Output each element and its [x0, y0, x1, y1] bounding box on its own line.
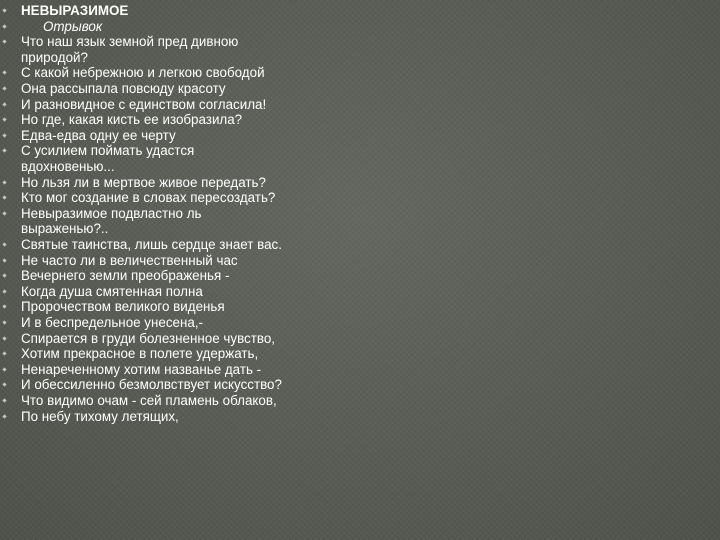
poem-line — [0, 97, 355, 112]
poem-line-text: Но где, какая кисть ее изобразила? — [21, 112, 243, 128]
poem-line — [0, 377, 355, 392]
poem-subtitle: Отрывок — [43, 18, 103, 34]
poem-line-text: Не часто ли в величественный час — [21, 252, 238, 268]
poem-line — [0, 112, 355, 127]
poem-line-text: Вечернего земли преображенья - — [21, 268, 230, 284]
poem-line-text: И разновидное с единством согласила! — [21, 96, 267, 112]
bullet-icon — [2, 320, 6, 324]
poem-line-text: С усилием поймать удастся — [21, 143, 195, 159]
poem-line-text: Что наш язык земной пред дивною — [21, 34, 239, 50]
bullet-icon — [2, 149, 6, 153]
poem-line — [0, 315, 355, 330]
poem-title: НЕВЫРАЗИМОЕ — [21, 3, 129, 18]
poem-line — [0, 268, 355, 283]
bullet-icon — [2, 102, 6, 106]
bullet-icon — [2, 274, 6, 278]
poem-line-text: Что видимо очам - сей пламень облаков, — [21, 393, 277, 408]
poem-line-text: Она рассыпала повсюду красоту — [21, 81, 226, 96]
poem-line-text: По небу тихому летящих, — [21, 408, 179, 424]
poem-line-text: вдохновенью... — [21, 159, 115, 174]
poem-line — [0, 143, 355, 158]
bullet-icon — [2, 196, 6, 200]
poem-line — [0, 393, 355, 408]
poem-line-text: природой? — [21, 49, 88, 65]
poem-line-text: Когда душа смятенная полна — [21, 283, 203, 299]
poem-line — [0, 65, 355, 80]
poem-line-text: И в беспредельное унесена,- — [21, 315, 204, 330]
bullet-icon — [2, 24, 6, 28]
poem-line-text: Спирается в груди болезненное чувство, — [21, 330, 275, 346]
bullet-icon — [2, 289, 6, 293]
poem-line — [0, 190, 355, 205]
poem-line — [0, 206, 355, 221]
bullet-icon — [2, 367, 6, 371]
poem-line — [0, 409, 355, 424]
bullet-icon — [2, 8, 6, 12]
poem-line — [0, 34, 355, 49]
poem-line-text: Невыразимое подвластно ль — [21, 205, 202, 221]
bullet-icon — [2, 352, 6, 356]
poem-line — [0, 50, 355, 65]
poem-line — [0, 221, 355, 236]
poem-line-text: И обессиленно безмолвствует искусство? — [21, 377, 282, 393]
bullet-icon — [2, 242, 6, 246]
bullet-icon — [2, 258, 6, 262]
poem-line — [0, 237, 355, 252]
poem-line-text: Но льзя ли в мертвое живое передать? — [21, 174, 266, 190]
poem-line — [0, 81, 355, 96]
bullet-icon — [2, 414, 6, 418]
poem-line — [0, 128, 355, 143]
poem-line-text: Хотим прекрасное в полете удержать, — [21, 346, 259, 362]
bullet-icon — [2, 336, 6, 340]
poem-line — [0, 299, 355, 314]
bullet-icon — [2, 383, 6, 387]
poem-line — [0, 362, 355, 377]
bullet-icon — [2, 398, 6, 402]
poem-line-text: Ненареченному хотим названье дать - — [21, 361, 262, 377]
bullet-icon — [2, 118, 6, 122]
bullet-icon — [2, 71, 6, 75]
bullet-icon — [2, 40, 6, 44]
poem-line — [0, 159, 355, 174]
poem-line — [0, 175, 355, 190]
poem-line-text: выраженью?.. — [21, 221, 109, 237]
poem-line — [0, 253, 355, 268]
poem-line — [0, 19, 355, 34]
poem-line — [0, 284, 355, 299]
bullet-icon — [2, 180, 6, 184]
bullet-icon — [2, 305, 6, 309]
poem-line — [0, 3, 355, 18]
bullet-icon — [2, 86, 6, 90]
bullet-icon — [2, 211, 6, 215]
poem-line — [0, 346, 355, 361]
bullet-icon — [2, 133, 6, 137]
poem-line-text: Святые таинства, лишь сердце знает вас. — [21, 237, 282, 252]
poem-line-text: Кто мог создание в словах пересоздать? — [21, 190, 276, 206]
poem-line-text: Едва-едва одну ее черту — [21, 127, 176, 143]
poem-line-text: С какой небрежною и легкою свободой — [21, 65, 265, 81]
poem-line-text: Пророчеством великого виденья — [21, 299, 225, 315]
poem-line — [0, 331, 355, 346]
